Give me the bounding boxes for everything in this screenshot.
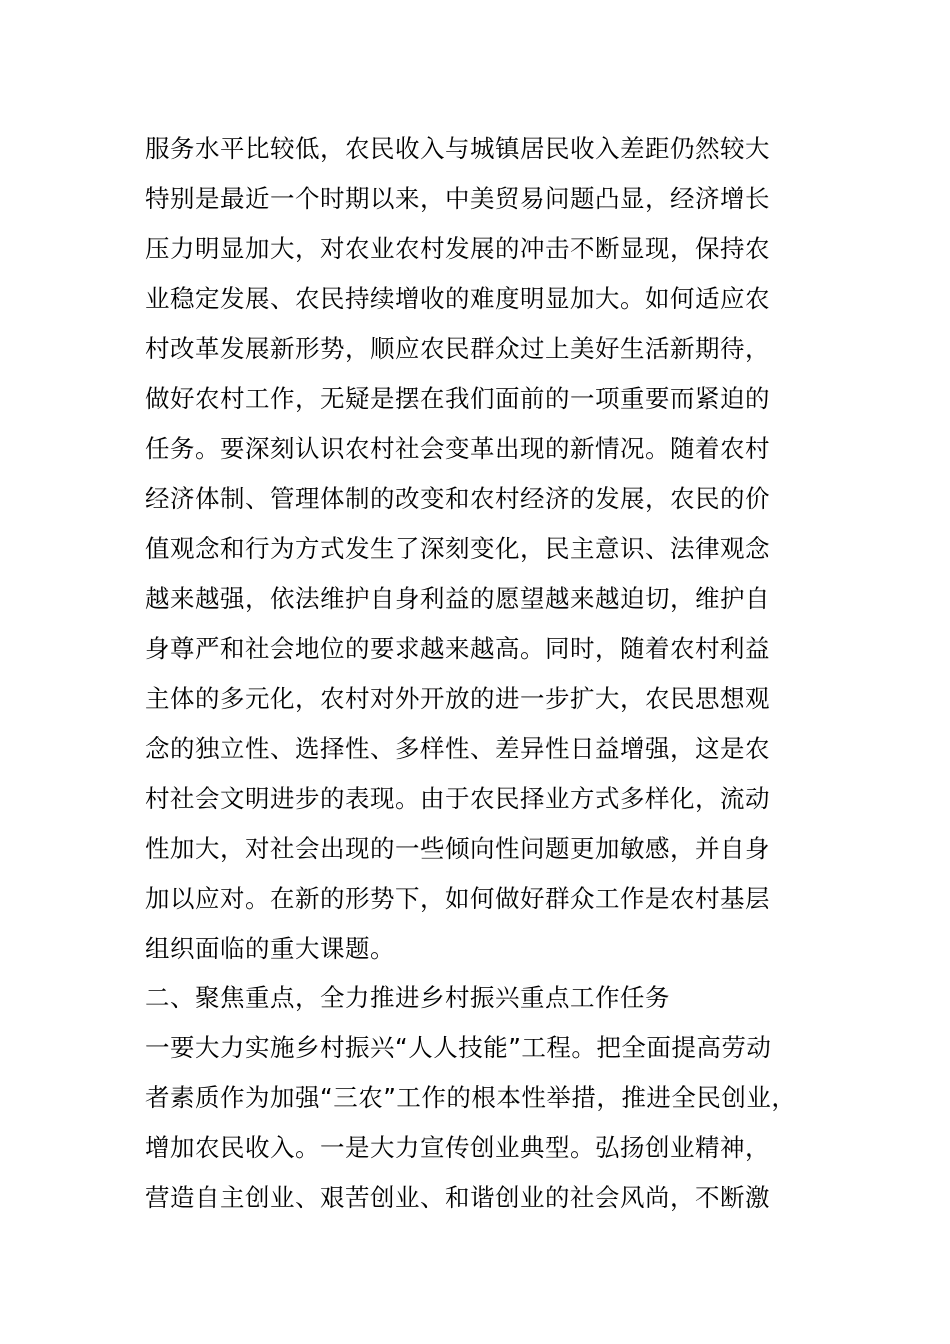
text-line-22: 营造自主创业、艰苦创业、和谐创业的社会风尚，不断激 — [145, 1183, 770, 1212]
text-line-11: 身尊严和社会地位的要求越来越高。同时，随着农村利益 — [145, 634, 770, 663]
text-line-3: 压力明显加大，对农业农村发展的冲击不断显现，保持农 — [145, 234, 770, 263]
text-line-6: 做好农村工作，无疑是摆在我们面前的一项重要而紧迫的 — [145, 384, 770, 413]
text-line-5: 村改革发展新形势，顺应农民群众过上美好生活新期待， — [145, 334, 770, 363]
text-line-17: 组织面临的重大课题。 — [145, 934, 395, 963]
text-line-2: 特别是最近一个时期以来，中美贸易问题凸显，经济增长 — [145, 184, 770, 213]
text-line-20: 者素质作为加强“三农”工作的根本性举措，推进全民创业， — [145, 1083, 797, 1112]
text-line-15: 性加大，对社会出现的一些倾向性问题更加敏感，并自身 — [145, 834, 770, 863]
text-line-13: 念的独立性、选择性、多样性、差异性日益增强，这是农 — [145, 734, 770, 763]
text-line-4: 业稳定发展、农民持续增收的难度明显加大。如何适应农 — [145, 284, 770, 313]
text-line-1: 服务水平比较低，农民收入与城镇居民收入差距仍然较大 — [145, 134, 770, 163]
text-line-9: 值观念和行为方式发生了深刻变化，民主意识、法律观念 — [145, 534, 770, 563]
text-line-19: 一要大力实施乡村振兴“人人技能”工程。把全面提高劳动 — [145, 1033, 772, 1062]
text-line-8: 经济体制、管理体制的改变和农村经济的发展，农民的价 — [145, 484, 770, 513]
text-line-16: 加以应对。在新的形势下，如何做好群众工作是农村基层 — [145, 884, 770, 913]
text-line-21: 增加农民收入。一是大力宣传创业典型。弘扬创业精神， — [145, 1133, 770, 1162]
text-line-14: 村社会文明进步的表现。由于农民择业方式多样化，流动 — [145, 784, 770, 813]
text-line-12: 主体的多元化，农村对外开放的进一步扩大，农民思想观 — [145, 684, 770, 713]
section-heading: 二、聚焦重点，全力推进乡村振兴重点工作任务 — [145, 983, 670, 1012]
text-line-10: 越来越强，依法维护自身利益的愿望越来越迫切，维护自 — [145, 584, 770, 613]
text-line-7: 任务。要深刻认识农村社会变革出现的新情况。随着农村 — [145, 434, 770, 463]
